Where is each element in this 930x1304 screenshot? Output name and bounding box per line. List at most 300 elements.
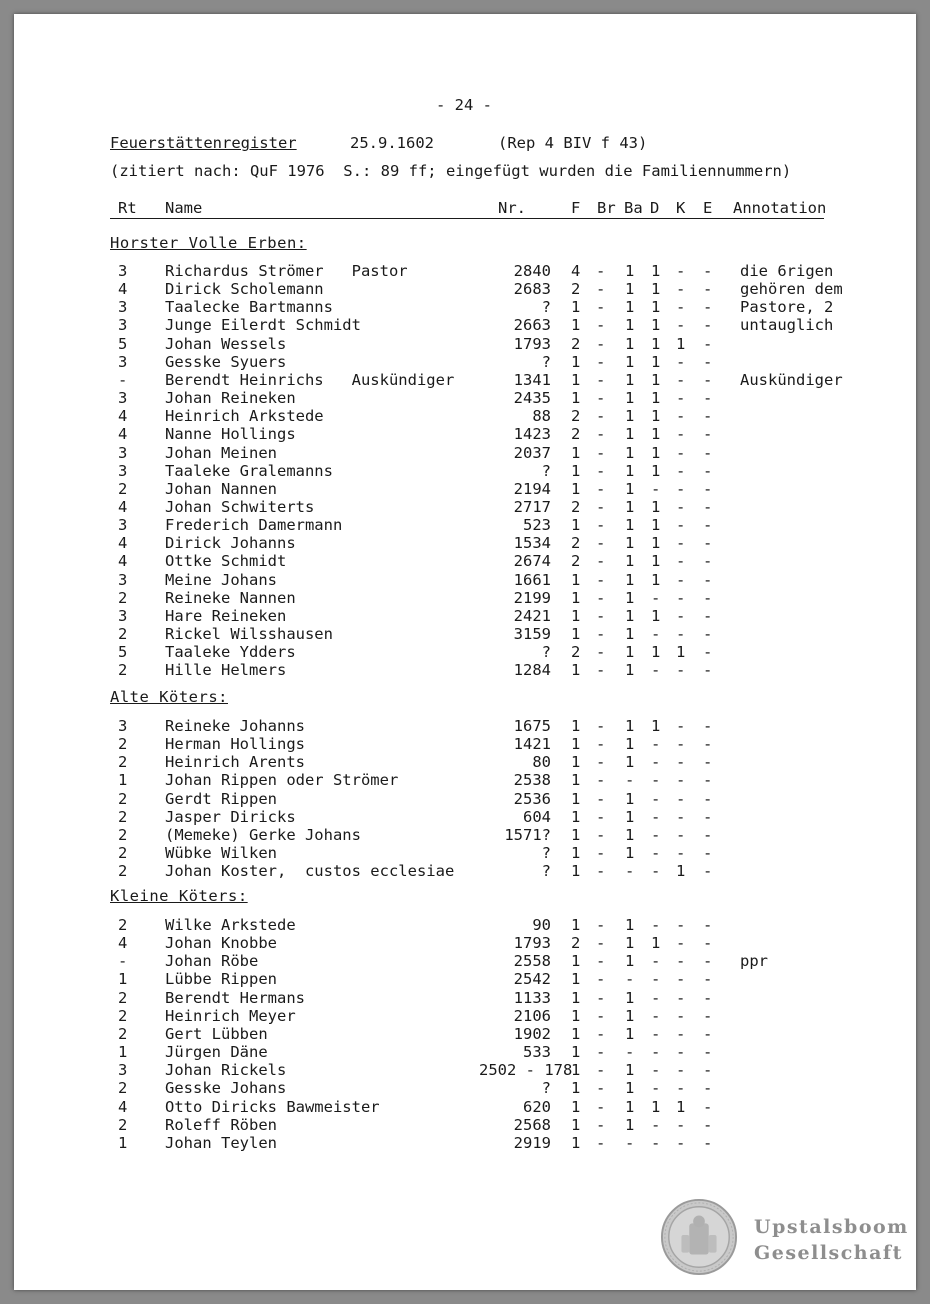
cell-k: 1 [676, 334, 686, 353]
cell-f: 2 [571, 497, 581, 516]
cell-d: 1 [651, 461, 661, 480]
cell-br: - [596, 625, 606, 643]
cell-f: 1 [571, 952, 581, 971]
cell-name: Lübbe Rippen [165, 970, 277, 989]
cell-f: 1 [571, 316, 581, 335]
column-header-ba: Ba [624, 199, 643, 217]
cell-ba: 1 [625, 389, 635, 408]
cell-rt: 3 [118, 1061, 128, 1080]
cell-e: - [703, 1061, 713, 1080]
column-header-e: E [703, 199, 713, 217]
cell-nr: 523 [523, 516, 551, 535]
cell-br: - [596, 443, 606, 462]
cell-d: - [651, 1061, 661, 1080]
cell-annotation: Auskündiger [740, 370, 843, 389]
cell-f: 1 [571, 717, 581, 735]
cell-br: - [596, 1006, 606, 1025]
cell-k: - [676, 407, 686, 426]
cell-nr: 1534 [513, 534, 551, 553]
cell-br: - [596, 407, 606, 426]
cell-ba: 1 [625, 1061, 635, 1080]
cell-nr: 2194 [513, 479, 551, 498]
cell-k: - [676, 952, 686, 971]
cell-br: - [596, 916, 606, 934]
cell-annotation: untauglich [740, 316, 834, 335]
cell-nr: 1341 [513, 370, 551, 389]
cell-nr: ? [541, 862, 551, 881]
cell-k: - [676, 1115, 686, 1134]
cell-e: - [703, 1043, 713, 1062]
cell-k: - [676, 389, 686, 408]
cell-d: - [651, 1133, 661, 1152]
cell-d: 1 [651, 316, 661, 335]
cell-name: Heinrich Meyer [165, 1006, 296, 1025]
cell-k: - [676, 461, 686, 480]
column-header-d: D [650, 199, 660, 217]
cell-k: - [676, 570, 686, 589]
cell-nr: 1902 [513, 1024, 551, 1043]
cell-f: 2 [571, 934, 581, 953]
cell-k: - [676, 771, 686, 790]
cell-nr: 2840 [513, 262, 551, 280]
cell-f: 2 [571, 552, 581, 571]
column-header-k: K [676, 199, 686, 217]
column-header-f: F [571, 199, 581, 217]
cell-name: Ottke Schmidt [165, 552, 287, 571]
cell-name: Meine Johans [165, 570, 277, 589]
cell-br: - [596, 735, 606, 754]
watermark-line-2: Gesellschaft [754, 1242, 903, 1264]
cell-ba: 1 [625, 1097, 635, 1116]
cell-rt: 3 [118, 606, 128, 625]
cell-name: Hille Helmers [165, 661, 287, 680]
cell-e: - [703, 352, 713, 371]
cell-ba: 1 [625, 789, 635, 808]
cell-nr: 3159 [513, 625, 551, 643]
section-heading: Alte Köters: [110, 688, 228, 706]
cell-d: - [651, 625, 661, 643]
cell-k: - [676, 516, 686, 535]
cell-nr: 2199 [513, 588, 551, 607]
cell-br: - [596, 934, 606, 953]
cell-br: - [596, 862, 606, 881]
cell-nr: 80 [532, 753, 551, 772]
cell-ba: 1 [625, 1115, 635, 1134]
cell-br: - [596, 570, 606, 589]
seal-logo [660, 1198, 738, 1276]
cell-nr: 2683 [513, 280, 551, 299]
cell-e: - [703, 825, 713, 844]
cell-e: - [703, 497, 713, 516]
cell-rt: 3 [118, 570, 128, 589]
cell-nr: ? [541, 352, 551, 371]
cell-k: - [676, 1079, 686, 1098]
cell-ba: 1 [625, 643, 635, 662]
cell-rt: 5 [118, 643, 128, 662]
cell-e: - [703, 516, 713, 535]
column-header-nr: Nr. [498, 199, 526, 217]
cell-e: - [703, 934, 713, 953]
cell-name: Taaleke Gralemanns [165, 461, 333, 480]
cell-k: - [676, 497, 686, 516]
cell-e: - [703, 1097, 713, 1116]
cell-br: - [596, 970, 606, 989]
cell-e: - [703, 534, 713, 553]
cell-k: - [676, 1061, 686, 1080]
cell-e: - [703, 407, 713, 426]
cell-rt: 2 [118, 588, 128, 607]
cell-name: Johan Rickels [165, 1061, 287, 1080]
cell-ba: 1 [625, 934, 635, 953]
cell-d: - [651, 862, 661, 881]
column-header-rt: Rt [118, 199, 137, 217]
cell-rt: 1 [118, 1133, 128, 1152]
cell-e: - [703, 952, 713, 971]
cell-k: - [676, 844, 686, 863]
cell-e: - [703, 570, 713, 589]
cell-nr: ? [541, 643, 551, 662]
cell-f: 1 [571, 862, 581, 881]
cell-f: 2 [571, 643, 581, 662]
cell-k: - [676, 1024, 686, 1043]
cell-rt: 2 [118, 479, 128, 498]
cell-f: 1 [571, 988, 581, 1007]
cell-br: - [596, 298, 606, 317]
cell-rt: 4 [118, 280, 128, 299]
cell-rt: 1 [118, 970, 128, 989]
cell-name: Gesske Syuers [165, 352, 287, 371]
cell-br: - [596, 753, 606, 772]
cell-d: 1 [651, 407, 661, 426]
cell-f: 4 [571, 262, 581, 280]
cell-nr: ? [541, 298, 551, 317]
cell-e: - [703, 807, 713, 826]
cell-br: - [596, 534, 606, 553]
cell-e: - [703, 862, 713, 881]
cell-f: 1 [571, 970, 581, 989]
cell-ba: 1 [625, 407, 635, 426]
cell-f: 1 [571, 771, 581, 790]
cell-ba: 1 [625, 534, 635, 553]
cell-k: - [676, 735, 686, 754]
cell-br: - [596, 789, 606, 808]
cell-k: 1 [676, 643, 686, 662]
cell-k: - [676, 298, 686, 317]
cell-ba: 1 [625, 825, 635, 844]
cell-rt: - [118, 952, 128, 971]
cell-f: 1 [571, 1006, 581, 1025]
cell-ba: 1 [625, 1024, 635, 1043]
document-title: Feuerstättenregister [110, 134, 297, 152]
cell-f: 1 [571, 789, 581, 808]
cell-nr: 533 [523, 1043, 551, 1062]
cell-name: Heinrich Arents [165, 753, 305, 772]
cell-f: 1 [571, 825, 581, 844]
cell-br: - [596, 461, 606, 480]
cell-d: - [651, 1043, 661, 1062]
cell-ba: 1 [625, 753, 635, 772]
column-header-name: Name [165, 199, 203, 217]
cell-name: Johan Röbe [165, 952, 259, 971]
cell-rt: 3 [118, 443, 128, 462]
cell-name: Johan Rippen oder Strömer [165, 771, 399, 790]
cell-e: - [703, 479, 713, 498]
cell-nr: 1421 [513, 735, 551, 754]
cell-ba: - [625, 862, 635, 881]
cell-e: - [703, 280, 713, 299]
watermark-line-1: Upstalsboom [754, 1216, 909, 1238]
cell-k: - [676, 934, 686, 953]
cell-rt: 3 [118, 717, 128, 735]
cell-e: - [703, 370, 713, 389]
cell-d: - [651, 661, 661, 680]
cell-k: - [676, 552, 686, 571]
cell-f: 2 [571, 407, 581, 426]
cell-d: 1 [651, 389, 661, 408]
cell-k: - [676, 280, 686, 299]
cell-name: Wübke Wilken [165, 844, 277, 863]
cell-d: 1 [651, 606, 661, 625]
cell-ba: 1 [625, 425, 635, 444]
cell-ba: 1 [625, 606, 635, 625]
cell-ba: 1 [625, 952, 635, 971]
cell-rt: 2 [118, 1024, 128, 1043]
cell-d: - [651, 479, 661, 498]
cell-br: - [596, 606, 606, 625]
cell-rt: 2 [118, 1115, 128, 1134]
cell-e: - [703, 988, 713, 1007]
cell-k: 1 [676, 1097, 686, 1116]
cell-f: 1 [571, 461, 581, 480]
cell-name: Johan Knobbe [165, 934, 277, 953]
cell-br: - [596, 497, 606, 516]
cell-d: - [651, 807, 661, 826]
cell-ba: 1 [625, 280, 635, 299]
cell-rt: 1 [118, 771, 128, 790]
cell-e: - [703, 735, 713, 754]
cell-ba: 1 [625, 334, 635, 353]
cell-name: Reineke Johanns [165, 717, 305, 735]
cell-e: - [703, 625, 713, 643]
cell-nr: 2502 - 178 [479, 1061, 573, 1080]
cell-e: - [703, 1079, 713, 1098]
cell-f: 2 [571, 534, 581, 553]
cell-name: Jasper Diricks [165, 807, 296, 826]
cell-nr: ? [541, 844, 551, 863]
cell-d: 1 [651, 934, 661, 953]
cell-f: 1 [571, 443, 581, 462]
cell-e: - [703, 1115, 713, 1134]
cell-rt: 2 [118, 988, 128, 1007]
cell-ba: 1 [625, 516, 635, 535]
cell-f: 1 [571, 570, 581, 589]
cell-d: - [651, 771, 661, 790]
cell-br: - [596, 1024, 606, 1043]
cell-ba: 1 [625, 844, 635, 863]
cell-k: - [676, 825, 686, 844]
cell-f: 2 [571, 280, 581, 299]
cell-nr: 2538 [513, 771, 551, 790]
cell-e: - [703, 443, 713, 462]
cell-ba: - [625, 771, 635, 790]
cell-ba: 1 [625, 552, 635, 571]
cell-ba: 1 [625, 735, 635, 754]
document-page [14, 14, 916, 1290]
cell-e: - [703, 1133, 713, 1152]
cell-nr: 2674 [513, 552, 551, 571]
cell-e: - [703, 789, 713, 808]
cell-d: 1 [651, 497, 661, 516]
cell-d: - [651, 1006, 661, 1025]
cell-k: - [676, 988, 686, 1007]
cell-nr: 1675 [513, 717, 551, 735]
cell-br: - [596, 643, 606, 662]
cell-d: - [651, 825, 661, 844]
cell-e: - [703, 970, 713, 989]
cell-name: Dirick Scholemann [165, 280, 324, 299]
cell-d: 1 [651, 552, 661, 571]
cell-d: 1 [651, 262, 661, 280]
cell-f: 1 [571, 844, 581, 863]
cell-d: 1 [651, 1097, 661, 1116]
cell-rt: 3 [118, 516, 128, 535]
cell-rt: 4 [118, 407, 128, 426]
cell-rt: 4 [118, 552, 128, 571]
cell-ba: 1 [625, 807, 635, 826]
cell-e: - [703, 552, 713, 571]
cell-nr: 2421 [513, 606, 551, 625]
cell-nr: 2435 [513, 389, 551, 408]
cell-br: - [596, 1133, 606, 1152]
cell-d: 1 [651, 370, 661, 389]
cell-f: 1 [571, 352, 581, 371]
cell-annotation: ppr [740, 952, 768, 971]
cell-br: - [596, 952, 606, 971]
cell-e: - [703, 316, 713, 335]
cell-k: - [676, 970, 686, 989]
cell-k: - [676, 443, 686, 462]
cell-k: - [676, 425, 686, 444]
cell-nr: 1133 [513, 988, 551, 1007]
page-number: - 24 - [436, 96, 492, 114]
cell-e: - [703, 389, 713, 408]
cell-name: Richardus Strömer Pastor [165, 262, 408, 280]
cell-br: - [596, 280, 606, 299]
cell-e: - [703, 1006, 713, 1025]
cell-ba: 1 [625, 570, 635, 589]
cell-k: - [676, 661, 686, 680]
cell-br: - [596, 1097, 606, 1116]
cell-e: - [703, 262, 713, 280]
cell-nr: 88 [532, 407, 551, 426]
cell-e: - [703, 588, 713, 607]
cell-k: - [676, 262, 686, 280]
cell-br: - [596, 844, 606, 863]
cell-k: - [676, 1006, 686, 1025]
document-subtitle: (zitiert nach: QuF 1976 S.: 89 ff; eingefügt wurden die Familiennummern) [110, 162, 792, 180]
cell-nr: 620 [523, 1097, 551, 1116]
cell-k: - [676, 479, 686, 498]
cell-name: Hare Reineken [165, 606, 287, 625]
column-header-br: Br [597, 199, 616, 217]
cell-ba: - [625, 1133, 635, 1152]
cell-rt: 4 [118, 934, 128, 953]
cell-f: 1 [571, 389, 581, 408]
cell-rt: 2 [118, 862, 128, 881]
cell-name: Dirick Johanns [165, 534, 296, 553]
cell-rt: 3 [118, 262, 128, 280]
cell-rt: 3 [118, 316, 128, 335]
cell-name: Wilke Arkstede [165, 916, 296, 934]
cell-name: Rickel Wilsshausen [165, 625, 333, 643]
cell-name: Johan Teylen [165, 1133, 277, 1152]
cell-d: 1 [651, 334, 661, 353]
cell-ba: 1 [625, 497, 635, 516]
cell-name: Nanne Hollings [165, 425, 296, 444]
cell-br: - [596, 588, 606, 607]
cell-name: Johan Nannen [165, 479, 277, 498]
cell-d: 1 [651, 534, 661, 553]
cell-k: - [676, 753, 686, 772]
cell-br: - [596, 370, 606, 389]
cell-ba: 1 [625, 298, 635, 317]
cell-rt: 1 [118, 1043, 128, 1062]
cell-k: - [676, 625, 686, 643]
cell-d: - [651, 916, 661, 934]
cell-f: 2 [571, 334, 581, 353]
cell-k: - [676, 534, 686, 553]
cell-ba: 1 [625, 916, 635, 934]
cell-nr: 2919 [513, 1133, 551, 1152]
cell-rt: 2 [118, 916, 128, 934]
cell-f: 1 [571, 1115, 581, 1134]
cell-d: - [651, 1024, 661, 1043]
cell-d: 1 [651, 516, 661, 535]
cell-name: Johan Wessels [165, 334, 287, 353]
cell-nr: 90 [532, 916, 551, 934]
cell-d: 1 [651, 570, 661, 589]
cell-k: - [676, 588, 686, 607]
cell-k: - [676, 370, 686, 389]
cell-name: Gerdt Rippen [165, 789, 277, 808]
cell-k: - [676, 807, 686, 826]
cell-nr: 2663 [513, 316, 551, 335]
cell-rt: 3 [118, 461, 128, 480]
cell-k: - [676, 916, 686, 934]
cell-ba: 1 [625, 479, 635, 498]
cell-name: Herman Hollings [165, 735, 305, 754]
cell-rt: 3 [118, 298, 128, 317]
cell-ba: - [625, 1043, 635, 1062]
cell-d: - [651, 588, 661, 607]
cell-nr: 2717 [513, 497, 551, 516]
cell-e: - [703, 661, 713, 680]
cell-e: - [703, 753, 713, 772]
cell-f: 2 [571, 425, 581, 444]
cell-e: - [703, 844, 713, 863]
cell-annotation: Pastore, 2 [740, 298, 834, 317]
cell-rt: 2 [118, 825, 128, 844]
cell-br: - [596, 316, 606, 335]
cell-name: Junge Eilerdt Schmidt [165, 316, 361, 335]
cell-rt: 4 [118, 1097, 128, 1116]
cell-nr: 2568 [513, 1115, 551, 1134]
cell-e: - [703, 1024, 713, 1043]
cell-ba: 1 [625, 625, 635, 643]
cell-d: 1 [651, 352, 661, 371]
cell-f: 1 [571, 516, 581, 535]
cell-f: 1 [571, 298, 581, 317]
